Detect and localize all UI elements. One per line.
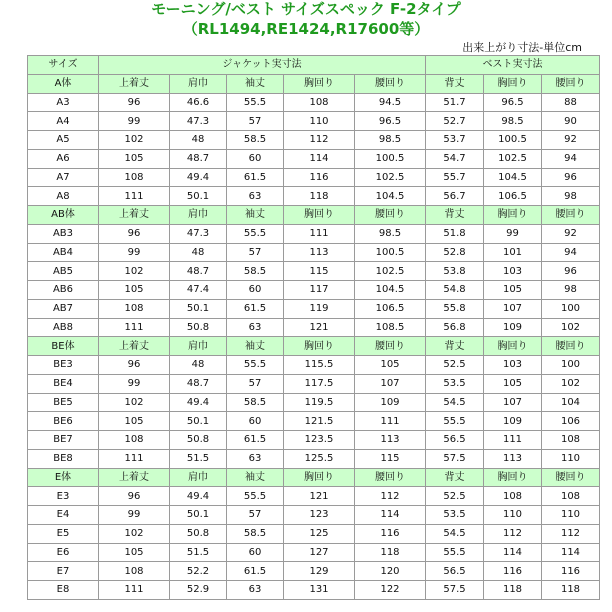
column-header: 胸回り — [284, 74, 355, 93]
column-header: 腰回り — [355, 468, 426, 487]
size-spec-table — [27, 55, 600, 600]
value-cell: 57 — [227, 112, 284, 131]
size-cell: BE5 — [28, 393, 99, 412]
value-cell: 111 — [484, 431, 542, 450]
jacket-header: ジャケット実寸法 — [99, 56, 426, 75]
table-row — [28, 299, 600, 318]
table-row — [28, 112, 600, 131]
value-cell: 108 — [484, 487, 542, 506]
value-cell: 105 — [484, 281, 542, 300]
value-cell: 49.4 — [170, 168, 227, 187]
value-cell: 53.7 — [426, 131, 484, 150]
value-cell: 51.8 — [426, 224, 484, 243]
size-header: サイズ — [28, 56, 99, 75]
table-row — [28, 168, 600, 187]
value-cell: 105 — [99, 543, 170, 562]
value-cell: 104 — [542, 393, 600, 412]
value-cell: 102 — [99, 131, 170, 150]
value-cell: 100 — [542, 356, 600, 375]
product-codes: （RL1494,RE1424,R17600等） — [182, 20, 430, 38]
value-cell: 111 — [99, 449, 170, 468]
column-header: 肩巾 — [170, 206, 227, 225]
table-row — [28, 318, 600, 337]
value-cell: 48.7 — [170, 374, 227, 393]
value-cell: 50.1 — [170, 506, 227, 525]
table-row — [28, 93, 600, 112]
value-cell: 88 — [542, 93, 600, 112]
value-cell: 110 — [284, 112, 355, 131]
value-cell: 116 — [284, 168, 355, 187]
value-cell: 116 — [484, 562, 542, 581]
size-cell: AB6 — [28, 281, 99, 300]
value-cell: 55.5 — [426, 412, 484, 431]
value-cell: 121 — [284, 318, 355, 337]
value-cell: 107 — [484, 393, 542, 412]
value-cell: 51.5 — [170, 449, 227, 468]
value-cell: 103 — [484, 356, 542, 375]
value-cell: 48 — [170, 131, 227, 150]
value-cell: 48 — [170, 356, 227, 375]
value-cell: 54.8 — [426, 281, 484, 300]
value-cell: 123 — [284, 506, 355, 525]
value-cell: 121.5 — [284, 412, 355, 431]
section-header-row — [28, 468, 600, 487]
value-cell: 106.5 — [484, 187, 542, 206]
table-row — [28, 224, 600, 243]
table-row — [28, 149, 600, 168]
value-cell: 108 — [99, 299, 170, 318]
table-header-row — [28, 56, 600, 75]
size-cell: BE3 — [28, 356, 99, 375]
value-cell: 61.5 — [227, 431, 284, 450]
value-cell: 99 — [99, 112, 170, 131]
table-row — [28, 543, 600, 562]
value-cell: 50.1 — [170, 299, 227, 318]
table-row — [28, 487, 600, 506]
value-cell: 55.5 — [227, 356, 284, 375]
column-header: 胸回り — [484, 206, 542, 225]
value-cell: 108 — [284, 93, 355, 112]
size-cell: AB5 — [28, 262, 99, 281]
value-cell: 121 — [284, 487, 355, 506]
value-cell: 119.5 — [284, 393, 355, 412]
value-cell: 116 — [355, 524, 426, 543]
value-cell: 63 — [227, 581, 284, 600]
column-header: 上着丈 — [99, 206, 170, 225]
value-cell: 60 — [227, 543, 284, 562]
value-cell: 110 — [542, 449, 600, 468]
table-row — [28, 374, 600, 393]
value-cell: 108 — [542, 487, 600, 506]
value-cell: 52.5 — [426, 356, 484, 375]
value-cell: 48 — [170, 243, 227, 262]
value-cell: 56.8 — [426, 318, 484, 337]
value-cell: 58.5 — [227, 393, 284, 412]
value-cell: 108 — [99, 562, 170, 581]
column-header: 胸回り — [484, 74, 542, 93]
size-cell: E7 — [28, 562, 99, 581]
size-cell: BE6 — [28, 412, 99, 431]
size-cell: A6 — [28, 149, 99, 168]
column-header: 肩巾 — [170, 74, 227, 93]
value-cell: 55.5 — [227, 487, 284, 506]
value-cell: 119 — [284, 299, 355, 318]
column-header: 腰回り — [542, 337, 600, 356]
value-cell: 117.5 — [284, 374, 355, 393]
value-cell: 49.4 — [170, 487, 227, 506]
value-cell: 56.5 — [426, 562, 484, 581]
value-cell: 96.5 — [484, 93, 542, 112]
value-cell: 115 — [284, 262, 355, 281]
value-cell: 96 — [99, 356, 170, 375]
value-cell: 118 — [542, 581, 600, 600]
value-cell: 112 — [284, 131, 355, 150]
section-header-row — [28, 337, 600, 356]
table-row — [28, 524, 600, 543]
value-cell: 57 — [227, 374, 284, 393]
value-cell: 47.3 — [170, 224, 227, 243]
value-cell: 102 — [542, 374, 600, 393]
value-cell: 108 — [99, 168, 170, 187]
size-cell: E8 — [28, 581, 99, 600]
column-header: 肩巾 — [170, 468, 227, 487]
table-row — [28, 187, 600, 206]
value-cell: 111 — [99, 318, 170, 337]
column-header: 背丈 — [426, 74, 484, 93]
value-cell: 53.5 — [426, 374, 484, 393]
value-cell: 100 — [542, 299, 600, 318]
value-cell: 92 — [542, 224, 600, 243]
value-cell: 50.1 — [170, 412, 227, 431]
value-cell: 105 — [99, 412, 170, 431]
size-cell: AB7 — [28, 299, 99, 318]
value-cell: 60 — [227, 412, 284, 431]
value-cell: 98 — [542, 187, 600, 206]
value-cell: 60 — [227, 281, 284, 300]
body-type-label: A体 — [28, 74, 99, 93]
table-row — [28, 281, 600, 300]
value-cell: 109 — [484, 318, 542, 337]
value-cell: 52.9 — [170, 581, 227, 600]
value-cell: 102 — [99, 393, 170, 412]
section-header-row — [28, 74, 600, 93]
value-cell: 111 — [284, 224, 355, 243]
size-cell: AB3 — [28, 224, 99, 243]
value-cell: 113 — [484, 449, 542, 468]
value-cell: 57 — [227, 506, 284, 525]
value-cell: 99 — [484, 224, 542, 243]
value-cell: 96 — [99, 487, 170, 506]
table-row — [28, 262, 600, 281]
value-cell: 102.5 — [355, 262, 426, 281]
column-header: 背丈 — [426, 468, 484, 487]
value-cell: 100.5 — [355, 243, 426, 262]
body-type-label: AB体 — [28, 206, 99, 225]
value-cell: 50.1 — [170, 187, 227, 206]
value-cell: 114 — [542, 543, 600, 562]
column-header: 胸回り — [284, 337, 355, 356]
value-cell: 51.7 — [426, 93, 484, 112]
value-cell: 46.6 — [170, 93, 227, 112]
table-row — [28, 243, 600, 262]
column-header: 上着丈 — [99, 468, 170, 487]
value-cell: 61.5 — [227, 562, 284, 581]
table-row — [28, 356, 600, 375]
value-cell: 100.5 — [484, 131, 542, 150]
value-cell: 96.5 — [355, 112, 426, 131]
size-cell: E6 — [28, 543, 99, 562]
value-cell: 61.5 — [227, 168, 284, 187]
value-cell: 105 — [355, 356, 426, 375]
value-cell: 98 — [542, 281, 600, 300]
value-cell: 55.5 — [227, 93, 284, 112]
value-cell: 98.5 — [484, 112, 542, 131]
value-cell: 94 — [542, 243, 600, 262]
size-cell: A7 — [28, 168, 99, 187]
value-cell: 110 — [542, 506, 600, 525]
value-cell: 56.7 — [426, 187, 484, 206]
value-cell: 125 — [284, 524, 355, 543]
value-cell: 98.5 — [355, 224, 426, 243]
value-cell: 113 — [284, 243, 355, 262]
value-cell: 104.5 — [355, 187, 426, 206]
value-cell: 63 — [227, 187, 284, 206]
value-cell: 111 — [99, 187, 170, 206]
value-cell: 52.7 — [426, 112, 484, 131]
table-row — [28, 412, 600, 431]
size-cell: BE7 — [28, 431, 99, 450]
value-cell: 96 — [542, 168, 600, 187]
size-cell: A5 — [28, 131, 99, 150]
column-header: 上着丈 — [99, 337, 170, 356]
value-cell: 118 — [355, 543, 426, 562]
size-cell: AB8 — [28, 318, 99, 337]
value-cell: 100.5 — [355, 149, 426, 168]
value-cell: 112 — [542, 524, 600, 543]
size-cell: AB4 — [28, 243, 99, 262]
value-cell: 58.5 — [227, 262, 284, 281]
table-row — [28, 431, 600, 450]
column-header: 腰回り — [355, 74, 426, 93]
table-row — [28, 131, 600, 150]
value-cell: 125.5 — [284, 449, 355, 468]
value-cell: 107 — [355, 374, 426, 393]
value-cell: 114 — [484, 543, 542, 562]
value-cell: 50.8 — [170, 318, 227, 337]
unit-note: 出来上がり寸法-単位cm — [462, 41, 582, 54]
value-cell: 49.4 — [170, 393, 227, 412]
value-cell: 105 — [99, 149, 170, 168]
value-cell: 107 — [484, 299, 542, 318]
value-cell: 102.5 — [355, 168, 426, 187]
column-header: 袖丈 — [227, 206, 284, 225]
column-header: 上着丈 — [99, 74, 170, 93]
value-cell: 108.5 — [355, 318, 426, 337]
value-cell: 112 — [355, 487, 426, 506]
value-cell: 57.5 — [426, 581, 484, 600]
value-cell: 55.5 — [227, 224, 284, 243]
value-cell: 118 — [484, 581, 542, 600]
value-cell: 115.5 — [284, 356, 355, 375]
column-header: 胸回り — [484, 468, 542, 487]
size-cell: E5 — [28, 524, 99, 543]
value-cell: 48.7 — [170, 149, 227, 168]
table-row — [28, 562, 600, 581]
value-cell: 118 — [284, 187, 355, 206]
value-cell: 60 — [227, 149, 284, 168]
value-cell: 96 — [542, 262, 600, 281]
size-cell: E3 — [28, 487, 99, 506]
value-cell: 48.7 — [170, 262, 227, 281]
value-cell: 96 — [99, 224, 170, 243]
value-cell: 50.8 — [170, 431, 227, 450]
table-row — [28, 506, 600, 525]
table-row — [28, 393, 600, 412]
value-cell: 101 — [484, 243, 542, 262]
value-cell: 94.5 — [355, 93, 426, 112]
value-cell: 52.2 — [170, 562, 227, 581]
value-cell: 106.5 — [355, 299, 426, 318]
value-cell: 53.8 — [426, 262, 484, 281]
value-cell: 58.5 — [227, 131, 284, 150]
value-cell: 108 — [542, 431, 600, 450]
value-cell: 92 — [542, 131, 600, 150]
column-header: 胸回り — [284, 206, 355, 225]
value-cell: 50.8 — [170, 524, 227, 543]
value-cell: 63 — [227, 318, 284, 337]
value-cell: 129 — [284, 562, 355, 581]
value-cell: 61.5 — [227, 299, 284, 318]
value-cell: 53.5 — [426, 506, 484, 525]
value-cell: 111 — [355, 412, 426, 431]
column-header: 腰回り — [355, 206, 426, 225]
size-cell: A4 — [28, 112, 99, 131]
value-cell: 94 — [542, 149, 600, 168]
value-cell: 110 — [484, 506, 542, 525]
value-cell: 115 — [355, 449, 426, 468]
table-row — [28, 581, 600, 600]
value-cell: 99 — [99, 374, 170, 393]
value-cell: 98.5 — [355, 131, 426, 150]
value-cell: 114 — [355, 506, 426, 525]
value-cell: 106 — [542, 412, 600, 431]
column-header: 腰回り — [542, 468, 600, 487]
column-header: 腰回り — [542, 74, 600, 93]
column-header: 肩巾 — [170, 337, 227, 356]
value-cell: 47.3 — [170, 112, 227, 131]
size-cell: A8 — [28, 187, 99, 206]
value-cell: 99 — [99, 243, 170, 262]
value-cell: 105 — [484, 374, 542, 393]
value-cell: 51.5 — [170, 543, 227, 562]
column-header: 腰回り — [355, 337, 426, 356]
value-cell: 55.7 — [426, 168, 484, 187]
value-cell: 103 — [484, 262, 542, 281]
value-cell: 54.7 — [426, 149, 484, 168]
value-cell: 109 — [484, 412, 542, 431]
value-cell: 57 — [227, 243, 284, 262]
value-cell: 127 — [284, 543, 355, 562]
body-type-label: BE体 — [28, 337, 99, 356]
value-cell: 99 — [99, 506, 170, 525]
value-cell: 123.5 — [284, 431, 355, 450]
body-type-label: E体 — [28, 468, 99, 487]
column-header: 背丈 — [426, 206, 484, 225]
column-header: 袖丈 — [227, 74, 284, 93]
value-cell: 122 — [355, 581, 426, 600]
value-cell: 96 — [99, 93, 170, 112]
size-cell: E4 — [28, 506, 99, 525]
value-cell: 116 — [542, 562, 600, 581]
value-cell: 57.5 — [426, 449, 484, 468]
value-cell: 102 — [99, 524, 170, 543]
value-cell: 131 — [284, 581, 355, 600]
size-cell: BE8 — [28, 449, 99, 468]
column-header: 袖丈 — [227, 337, 284, 356]
value-cell: 58.5 — [227, 524, 284, 543]
value-cell: 102.5 — [484, 149, 542, 168]
page-title: モーニング/ベスト サイズスペック F-2タイプ — [151, 0, 461, 18]
value-cell: 117 — [284, 281, 355, 300]
value-cell: 105 — [99, 281, 170, 300]
column-header: 背丈 — [426, 337, 484, 356]
value-cell: 109 — [355, 393, 426, 412]
value-cell: 56.5 — [426, 431, 484, 450]
size-cell: A3 — [28, 93, 99, 112]
column-header: 胸回り — [484, 337, 542, 356]
value-cell: 114 — [284, 149, 355, 168]
section-header-row — [28, 206, 600, 225]
value-cell: 112 — [484, 524, 542, 543]
value-cell: 111 — [99, 581, 170, 600]
column-header: 胸回り — [284, 468, 355, 487]
value-cell: 120 — [355, 562, 426, 581]
value-cell: 102 — [542, 318, 600, 337]
value-cell: 104.5 — [484, 168, 542, 187]
vest-header: ベスト実寸法 — [426, 56, 600, 75]
table-row — [28, 449, 600, 468]
value-cell: 55.5 — [426, 543, 484, 562]
value-cell: 90 — [542, 112, 600, 131]
value-cell: 104.5 — [355, 281, 426, 300]
value-cell: 54.5 — [426, 524, 484, 543]
value-cell: 47.4 — [170, 281, 227, 300]
value-cell: 55.8 — [426, 299, 484, 318]
value-cell: 113 — [355, 431, 426, 450]
value-cell: 102 — [99, 262, 170, 281]
value-cell: 52.8 — [426, 243, 484, 262]
value-cell: 63 — [227, 449, 284, 468]
size-cell: BE4 — [28, 374, 99, 393]
value-cell: 52.5 — [426, 487, 484, 506]
column-header: 袖丈 — [227, 468, 284, 487]
value-cell: 54.5 — [426, 393, 484, 412]
column-header: 腰回り — [542, 206, 600, 225]
value-cell: 108 — [99, 431, 170, 450]
